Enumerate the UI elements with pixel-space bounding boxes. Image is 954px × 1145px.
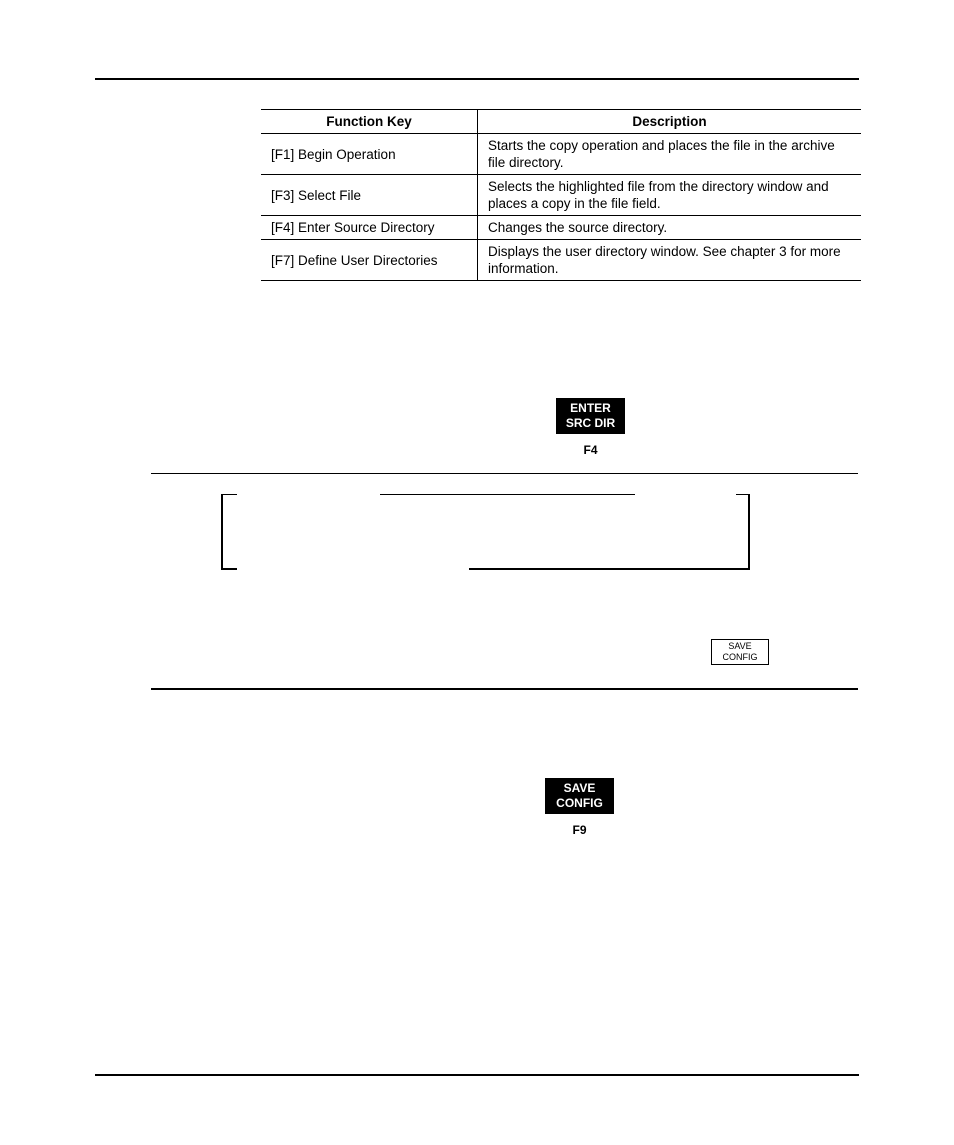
key-label-line1: SAVE <box>563 781 596 795</box>
section-rule-1 <box>151 473 858 474</box>
table-row <box>261 134 861 175</box>
key-label-line2: CONFIG <box>556 796 603 810</box>
key-label-line1: SAVE <box>728 641 752 651</box>
note-box-top-segment <box>380 494 635 495</box>
key-label-line2: CONFIG <box>722 652 758 662</box>
column-header-description: Description <box>478 110 862 134</box>
f4-key-label: F4 <box>583 443 598 457</box>
description-cell: Changes the source directory. <box>478 216 862 240</box>
section-rule-2 <box>151 688 858 690</box>
function-key-cell: [F7] Define User Directories <box>261 240 478 281</box>
description-cell: Selects the highlighted file from the directory window and places a copy in the file field. <box>478 175 862 216</box>
save-config-key <box>545 778 614 814</box>
enter-src-dir-key <box>556 398 625 434</box>
table-row <box>261 240 861 281</box>
note-box-right-edge <box>748 494 750 570</box>
table-row <box>261 175 861 216</box>
column-header-function-key: Function Key <box>261 110 478 134</box>
note-box <box>221 494 750 570</box>
note-box-right-top-tick <box>736 494 750 495</box>
table-row <box>261 216 861 240</box>
note-box-bottom-segment <box>469 568 750 570</box>
f9-key-label: F9 <box>572 823 587 837</box>
note-box-left-top-tick <box>221 494 237 495</box>
save-config-key-icon <box>711 639 769 665</box>
table-header-row <box>261 110 861 134</box>
key-label-line1: ENTER <box>570 401 611 415</box>
function-key-cell: [F1] Begin Operation <box>261 134 478 175</box>
function-key-table <box>261 109 861 281</box>
note-box-left-edge <box>221 494 223 570</box>
note-box-left-bottom-tick <box>221 568 237 570</box>
function-key-cell: [F3] Select File <box>261 175 478 216</box>
footer-rule <box>95 1074 859 1076</box>
header-rule <box>95 78 859 80</box>
description-cell: Displays the user directory window. See chapter 3 for more information. <box>478 240 862 281</box>
description-cell: Starts the copy operation and places the file in the archive file directory. <box>478 134 862 175</box>
key-label-line2: SRC DIR <box>565 416 616 430</box>
function-key-cell: [F4] Enter Source Directory <box>261 216 478 240</box>
